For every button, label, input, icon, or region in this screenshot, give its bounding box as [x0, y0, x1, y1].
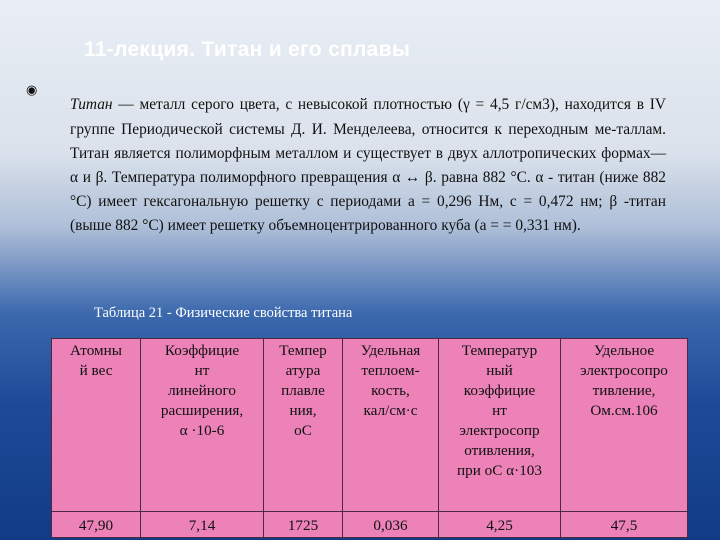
header-expansion-coefficient: Коэффицие нт линейного расширения, α ·10-6 [141, 339, 264, 512]
properties-table [51, 338, 688, 538]
bullet-icon: ◉ [26, 83, 38, 98]
header-resistivity: Удельное электросопро тивление, Ом.см.106 [561, 339, 688, 512]
header-atomic-weight: Атомны й вес [52, 339, 141, 512]
header-melting-temperature: Темпер атура плавле ния, оС [264, 339, 343, 512]
value-temperature-coefficient: 4,25 [439, 512, 561, 538]
title-lecture-number: 11-лекция. [84, 38, 196, 61]
value-resistivity: 47,5 [561, 512, 688, 538]
body-paragraph [70, 93, 666, 238]
title-topic: Титан и его сплавы [195, 38, 411, 61]
value-heat-capacity: 0,036 [343, 512, 439, 538]
table-values-row [52, 512, 688, 538]
slide-title [84, 38, 410, 62]
value-atomic-weight: 47,90 [52, 512, 141, 538]
value-melting-temperature: 1725 [264, 512, 343, 538]
value-expansion-coefficient: 7,14 [141, 512, 264, 538]
paragraph-lead-word: Титан [70, 96, 113, 114]
paragraph-text: — металл серого цвета, с невысокой плотностью (γ = 4,5 г/см3), находится в IV группе Периодической системы Д. И. Менделеева, относится к переходным ме-таллам. Титан является полиморфным металлом и существует в двух аллотропических формах— α и β. Температура полиморфного превращения α ↔ β. равна 882 °С. α - титан (ниже 882 °С) имеет гексагональную решетку с периодами а = 0,296 Нм, с = 0,472 нм; β -титан (выше 882 °С) имеет решетку объемноцентрированного куба (а = = 0,331 нм). [70, 96, 666, 235]
header-heat-capacity: Удельная теплоем- кость, кал/см·с [343, 339, 439, 512]
header-temperature-coefficient: Температур ный коэффицие нт электросопр отивления, при оС α·103 [439, 339, 561, 512]
table-header-row [52, 339, 688, 512]
table-caption: Таблица 21 - Физические свойства титана [94, 305, 353, 321]
